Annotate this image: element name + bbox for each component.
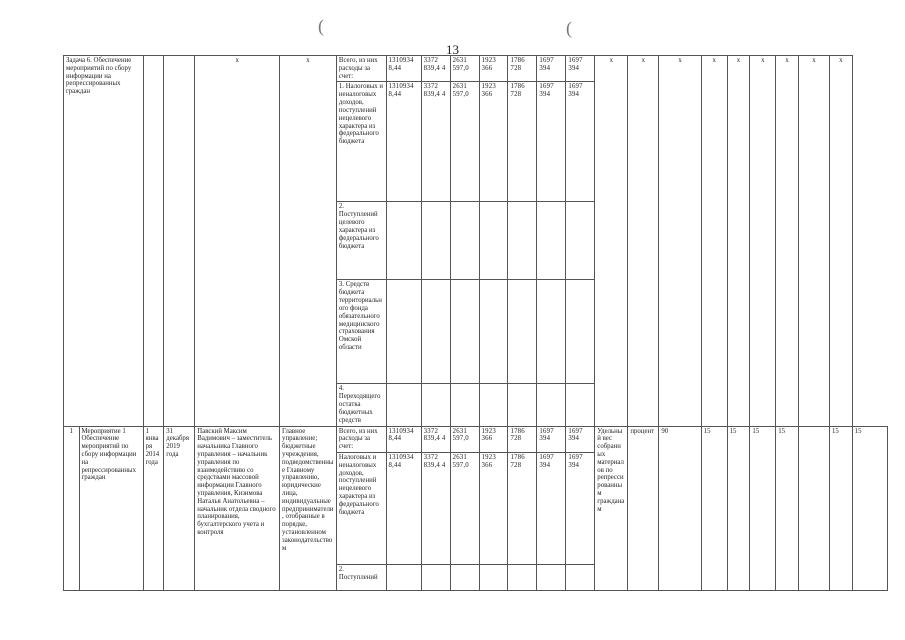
value-cell: 2631 597,0 <box>450 452 479 564</box>
indicator-mark: x <box>628 56 659 427</box>
indicator-value: 15 <box>852 426 887 590</box>
event-title-cell: Мероприятие 1 Обеспечение мероприятий по сбору информации на репрессированных граждан <box>79 426 143 590</box>
funding-total-label: Всего, из них расходы за счет: <box>336 56 386 82</box>
value-cell: 1310934 8,44 <box>386 82 421 202</box>
value-cell: 3372 839,4 4 <box>421 56 450 82</box>
funding-src4-label: 4. Переходящего остатка бюджетных средств <box>336 384 386 426</box>
page-number: 13 <box>446 42 459 57</box>
value-cell: 1310934 8,44 <box>386 426 421 452</box>
value-cell: 1697 394 <box>537 82 566 202</box>
task-org-mark: x <box>280 56 337 427</box>
indicator-mark: x <box>750 56 776 427</box>
value-cell: 2631 597,0 <box>450 426 479 452</box>
task-responsible-mark: x <box>195 56 280 427</box>
indicator-value: 15 <box>701 426 727 590</box>
table-row <box>64 56 888 82</box>
indicator-unit: процент <box>628 426 659 590</box>
scan-artifact-mark: ( <box>566 18 572 38</box>
indicator-name: Удельный вес собранных материалов по репрессированным гражданам <box>595 426 628 590</box>
value-cell: 1697 394 <box>537 56 566 82</box>
value-cell: 1786 728 <box>508 452 537 564</box>
funding-total-label: Всего, из них расходы за счет: <box>336 426 386 452</box>
value-cell: 1786 728 <box>508 56 537 82</box>
value-cell: 2631 597,0 <box>450 56 479 82</box>
scan-artifact-mark: ( <box>318 16 324 36</box>
value-cell: 3372 839,4 4 <box>421 426 450 452</box>
value-cell: 1923 366 <box>479 56 508 82</box>
value-cell: 1786 728 <box>508 82 537 202</box>
indicator-value: 15 <box>829 426 852 590</box>
indicator-mark: x <box>798 56 829 427</box>
event-executor: Главное управление; бюджетные учреждения, подведомственные Главному управлению, юридические лица, индивидуальные предприниматели, отобранные в порядке, установленном законодательством <box>280 426 337 590</box>
value-cell: 1923 366 <box>479 452 508 564</box>
value-cell: 1697 394 <box>566 426 595 452</box>
value-cell: 1697 394 <box>566 452 595 564</box>
indicator-mark: x <box>776 56 799 427</box>
task-title-cell: Задача 6. Обеспечение мероприятий по сбору информации на репрессированных граждан <box>64 56 144 427</box>
value-cell: 3372 839,4 4 <box>421 82 450 202</box>
event-end-date: 31 декабря 2019 года <box>164 426 195 590</box>
event-number: 1 <box>64 426 80 590</box>
value-cell: 1697 394 <box>537 426 566 452</box>
event-responsible: Павский Максим Вадимович – заместитель начальника Главного управления – начальник управления по взаимодействию со средствами массовой информации Главного управления, Кизимова Наталья Анатольевна – начальник отдела сводного планирования, бухгалтерского учета и контроля <box>195 426 280 590</box>
value-cell: 1310934 8,44 <box>386 452 421 564</box>
value-cell: 1697 394 <box>566 56 595 82</box>
indicator-mark: x <box>829 56 852 427</box>
funding-src3-label: 3. Средств бюджета территориального фонда обязательного медицинского страхования Омской области <box>336 280 386 384</box>
funding-src2-label: 2. Поступлений целевого характера из федерального бюджета <box>336 202 386 280</box>
value-cell: 1923 366 <box>479 426 508 452</box>
value-cell: 2631 597,0 <box>450 82 479 202</box>
value-cell: 1310934 8,44 <box>386 56 421 82</box>
indicator-value: 15 <box>776 426 799 590</box>
indicator-value: 15 <box>727 426 750 590</box>
event-start-date: 1 января 2014 года <box>143 426 164 590</box>
funding-src2-label: 2. Поступлений <box>336 564 386 590</box>
value-cell: 1697 394 <box>537 452 566 564</box>
funding-src1-label: 1. Налоговых и неналоговых доходов, поступлений нецелевого характера из федерального бюджета <box>336 82 386 202</box>
indicator-mark: x <box>659 56 701 427</box>
value-cell: 1786 728 <box>508 426 537 452</box>
funding-src1-label: Налоговых и неналоговых доходов, поступлений нецелевого характера из федерального бюджета <box>336 452 386 564</box>
value-cell: 1923 366 <box>479 82 508 202</box>
indicator-mark: x <box>595 56 628 427</box>
table-row <box>64 426 888 452</box>
indicator-mark: x <box>701 56 727 427</box>
value-cell: 1697 394 <box>566 82 595 202</box>
indicator-base-value: 90 <box>659 426 701 590</box>
indicator-value: 15 <box>750 426 776 590</box>
indicator-mark: x <box>727 56 750 427</box>
value-cell: 3372 839,4 4 <box>421 452 450 564</box>
program-table <box>63 55 888 591</box>
